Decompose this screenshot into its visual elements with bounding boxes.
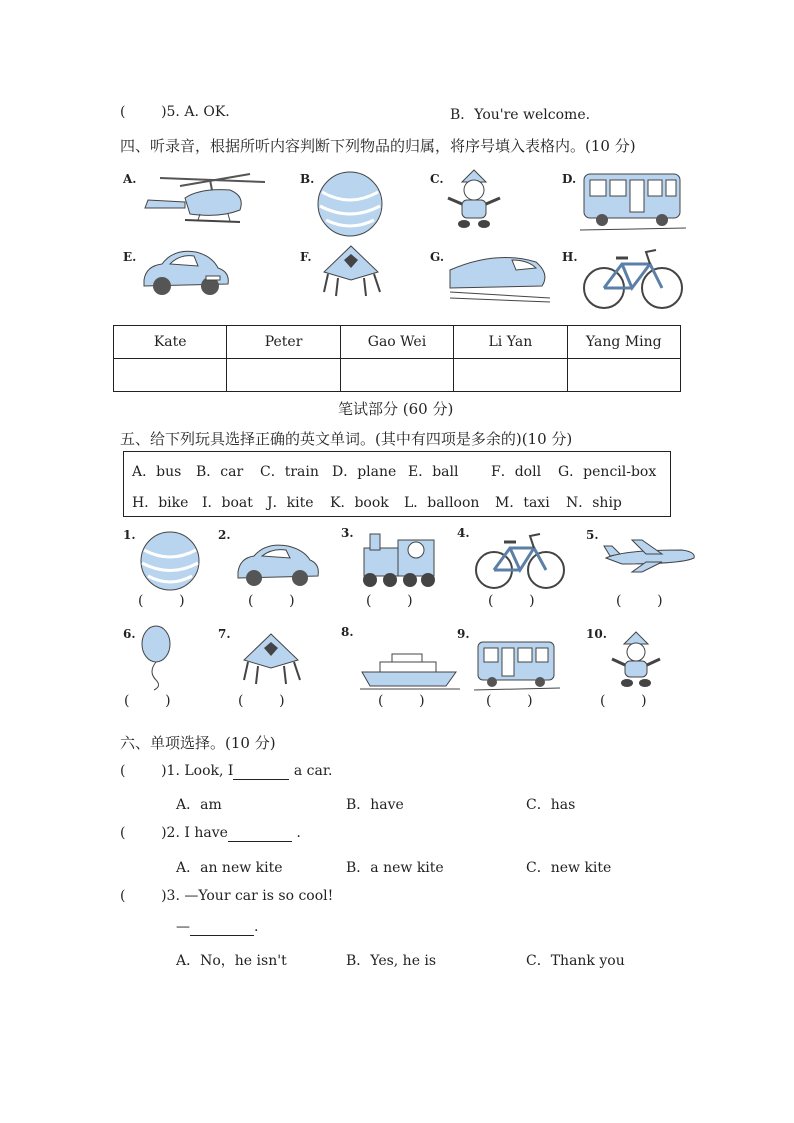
header-gao-wei: Gao Wei xyxy=(340,326,453,359)
word-i: I．boat xyxy=(202,495,253,511)
ship-icon xyxy=(360,650,460,690)
header-peter: Peter xyxy=(227,326,340,359)
answer-cell-peter[interactable] xyxy=(227,359,340,392)
q3-stem: ( )3. —Your car is so cool! xyxy=(120,888,334,904)
header-li-yan: Li Yan xyxy=(454,326,567,359)
bicycle-icon xyxy=(580,244,686,312)
word-h: H．bike xyxy=(132,495,189,511)
bicycle-icon xyxy=(472,530,568,592)
written-part-title: 笔试部分 (60 分) xyxy=(338,400,454,418)
q2-option-b[interactable]: B．a new kite xyxy=(346,860,444,876)
answer-paren-6[interactable]: ( ) xyxy=(124,693,171,709)
word-e: E．ball xyxy=(408,464,459,480)
q2-option-a[interactable]: A．an new kite xyxy=(176,860,283,876)
q1-option-c[interactable]: C．has xyxy=(526,797,576,813)
word-d: D．plane xyxy=(332,464,397,480)
owner-table xyxy=(113,325,681,392)
q2-option-c[interactable]: C．new kite xyxy=(526,860,612,876)
item-number-4: 4. xyxy=(457,526,470,540)
word-f: F．doll xyxy=(491,464,542,480)
word-b: B．car xyxy=(196,464,244,480)
bus-icon xyxy=(580,170,686,234)
q1-stem: ( )1. Look, I a car. xyxy=(120,763,333,779)
q2-stem: ( )2. I have . xyxy=(120,825,301,841)
doll-icon xyxy=(444,168,504,234)
q2-blank[interactable] xyxy=(228,825,292,842)
car-icon xyxy=(234,538,322,590)
word-j: J．kite xyxy=(267,495,314,511)
q5-option-b: B．You're welcome. xyxy=(450,107,591,123)
helicopter-icon xyxy=(140,170,270,230)
q1-blank[interactable] xyxy=(233,763,289,780)
answer-paren-2[interactable]: ( ) xyxy=(248,593,295,609)
answer-paren-4[interactable]: ( ) xyxy=(488,593,535,609)
car-icon xyxy=(140,244,232,300)
word-a: A．bus xyxy=(132,464,182,480)
answer-cell-yang-ming[interactable] xyxy=(567,359,680,392)
bus-icon xyxy=(474,638,560,692)
q3-paren-open[interactable]: ( xyxy=(120,888,162,904)
word-k: K．book xyxy=(330,495,389,511)
answer-paren-10[interactable]: ( ) xyxy=(600,693,647,709)
answer-paren-9[interactable]: ( ) xyxy=(486,693,533,709)
label-e: E. xyxy=(123,250,137,264)
toy-train-icon xyxy=(356,530,440,590)
q1-option-a[interactable]: A．am xyxy=(176,797,222,813)
q3-option-b[interactable]: B．Yes, he is xyxy=(346,953,437,969)
answer-paren-3[interactable]: ( ) xyxy=(366,593,413,609)
q2-paren-open[interactable]: ( xyxy=(120,825,162,841)
section6-heading: 六、单项选择。(10 分) xyxy=(120,734,276,752)
answer-paren-1[interactable]: ( ) xyxy=(138,593,185,609)
word-n: N．ship xyxy=(566,495,622,511)
section4-heading: 四、听录音，根据所听内容判断下列物品的归属，将序号填入表格内。(10 分) xyxy=(120,137,636,155)
answer-cell-kate[interactable] xyxy=(114,359,227,392)
item-number-8: 8. xyxy=(341,625,354,639)
answer-cell-li-yan[interactable] xyxy=(454,359,567,392)
answer-paren-5[interactable]: ( ) xyxy=(616,593,663,609)
answer-cell-gao-wei[interactable] xyxy=(340,359,453,392)
label-b: B. xyxy=(300,172,315,186)
label-f: F. xyxy=(300,250,312,264)
ball-icon xyxy=(138,530,204,592)
item-number-9: 9. xyxy=(457,627,470,641)
item-number-6: 6. xyxy=(123,627,136,641)
item-number-5: 5. xyxy=(586,528,599,542)
item-number-1: 1. xyxy=(123,528,136,542)
q3-blank[interactable] xyxy=(190,919,254,936)
q3-option-c[interactable]: C．Thank you xyxy=(526,953,625,969)
word-l: L．balloon xyxy=(404,495,480,511)
q3-option-a[interactable]: A．No，he isn't xyxy=(176,953,287,969)
label-h: H. xyxy=(562,250,578,264)
doll-icon xyxy=(608,630,664,692)
q1-paren-open[interactable]: ( xyxy=(120,763,162,779)
item-number-2: 2. xyxy=(218,528,231,542)
item-number-10: 10. xyxy=(586,627,607,641)
q3-response: — . xyxy=(176,919,259,935)
section5-heading: 五、给下列玩具选择正确的英文单词。(其中有四项是多余的)(10 分) xyxy=(120,430,573,448)
balloon-icon xyxy=(138,624,174,692)
q1-option-b[interactable]: B．have xyxy=(346,797,404,813)
label-g: G. xyxy=(430,250,444,264)
word-m: M．taxi xyxy=(495,495,550,511)
answer-paren-7[interactable]: ( ) xyxy=(238,693,285,709)
word-g: G．pencil-box xyxy=(558,464,657,480)
kite-icon xyxy=(236,632,306,688)
answer-paren-8[interactable]: ( ) xyxy=(378,693,425,709)
word-c: C．train xyxy=(260,464,319,480)
label-a: A. xyxy=(123,172,137,186)
high-speed-train-icon xyxy=(446,244,552,304)
header-kate: Kate xyxy=(114,326,227,359)
item-number-3: 3. xyxy=(341,526,354,540)
kite-icon xyxy=(316,244,386,300)
label-c: C. xyxy=(430,172,444,186)
airplane-icon xyxy=(602,538,698,572)
header-yang-ming: Yang Ming xyxy=(567,326,680,359)
label-d: D. xyxy=(562,172,577,186)
word-bank xyxy=(123,451,671,517)
q5-paren-option-a: ( )5. A. OK. xyxy=(120,104,230,120)
item-number-7: 7. xyxy=(218,627,231,641)
ball-icon xyxy=(316,170,386,240)
